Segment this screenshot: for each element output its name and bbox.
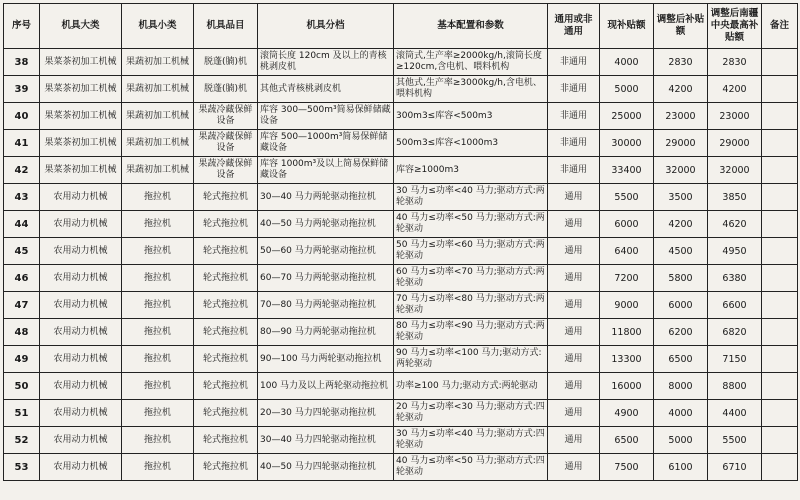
cell-serial: 45 (4, 238, 40, 265)
cell-south-xinjiang-subsidy: 7150 (708, 346, 762, 373)
cell-general: 通用 (548, 400, 600, 427)
cell-serial: 53 (4, 454, 40, 481)
cell-grade: 50—60 马力两轮驱动拖拉机 (258, 238, 394, 265)
table-row (4, 184, 798, 211)
cell-adjusted-subsidy: 29000 (654, 130, 708, 157)
cell-general: 通用 (548, 427, 600, 454)
cell-serial: 50 (4, 373, 40, 400)
cell-grade: 80—90 马力两轮驱动拖拉机 (258, 319, 394, 346)
cell-note (762, 76, 798, 103)
cell-item: 轮式拖拉机 (194, 373, 258, 400)
cell-item: 轮式拖拉机 (194, 400, 258, 427)
table-row (4, 103, 798, 130)
cell-grade: 40—50 马力两轮驱动拖拉机 (258, 211, 394, 238)
cell-grade: 70—80 马力两轮驱动拖拉机 (258, 292, 394, 319)
cell-south-xinjiang-subsidy: 6600 (708, 292, 762, 319)
table-row (4, 373, 798, 400)
cell-note (762, 319, 798, 346)
cell-general: 通用 (548, 238, 600, 265)
cell-note (762, 103, 798, 130)
cell-south-xinjiang-subsidy: 8800 (708, 373, 762, 400)
cell-config: 40 马力≤功率<50 马力;驱动方式:四轮驱动 (394, 454, 548, 481)
cell-item: 果蔬冷藏保鲜设备 (194, 103, 258, 130)
cell-adjusted-subsidy: 3500 (654, 184, 708, 211)
cell-major-category: 农用动力机械 (40, 373, 122, 400)
cell-grade: 90—100 马力两轮驱动拖拉机 (258, 346, 394, 373)
cell-south-xinjiang-subsidy: 3850 (708, 184, 762, 211)
cell-grade: 30—40 马力四轮驱动拖拉机 (258, 427, 394, 454)
cell-note (762, 400, 798, 427)
cell-config: 其他式,生产率≥3000kg/h,含电机、喂料机构 (394, 76, 548, 103)
cell-minor-category: 拖拉机 (122, 292, 194, 319)
cell-grade: 库容 300—500m³简易保鲜储藏设备 (258, 103, 394, 130)
cell-south-xinjiang-subsidy: 32000 (708, 157, 762, 184)
cell-serial: 42 (4, 157, 40, 184)
cell-minor-category: 拖拉机 (122, 211, 194, 238)
cell-general: 通用 (548, 184, 600, 211)
header-cell: 调整后补贴额 (654, 4, 708, 49)
cell-note (762, 157, 798, 184)
cell-major-category: 农用动力机械 (40, 319, 122, 346)
cell-minor-category: 果蔬初加工机械 (122, 157, 194, 184)
cell-current-subsidy: 5500 (600, 184, 654, 211)
cell-config: 滚筒式,生产率≥2000kg/h,滚筒长度≥120cm,含电机、喂料机构 (394, 49, 548, 76)
cell-minor-category: 拖拉机 (122, 454, 194, 481)
cell-grade: 滚筒长度 120cm 及以上的青核桃剥皮机 (258, 49, 394, 76)
cell-south-xinjiang-subsidy: 4400 (708, 400, 762, 427)
cell-minor-category: 拖拉机 (122, 400, 194, 427)
cell-serial: 43 (4, 184, 40, 211)
cell-south-xinjiang-subsidy: 23000 (708, 103, 762, 130)
cell-south-xinjiang-subsidy: 4950 (708, 238, 762, 265)
cell-serial: 46 (4, 265, 40, 292)
cell-serial: 41 (4, 130, 40, 157)
table-header-row (4, 4, 798, 49)
cell-serial: 49 (4, 346, 40, 373)
cell-grade: 库容 500—1000m³简易保鲜储藏设备 (258, 130, 394, 157)
cell-minor-category: 果蔬初加工机械 (122, 76, 194, 103)
cell-adjusted-subsidy: 8000 (654, 373, 708, 400)
cell-major-category: 农用动力机械 (40, 292, 122, 319)
cell-major-category: 果菜茶初加工机械 (40, 103, 122, 130)
header-cell: 调整后南疆中央最高补贴额 (708, 4, 762, 49)
cell-minor-category: 拖拉机 (122, 319, 194, 346)
cell-adjusted-subsidy: 6500 (654, 346, 708, 373)
cell-note (762, 49, 798, 76)
cell-major-category: 农用动力机械 (40, 454, 122, 481)
table-row (4, 265, 798, 292)
header-cell: 基本配置和参数 (394, 4, 548, 49)
cell-current-subsidy: 11800 (600, 319, 654, 346)
cell-note (762, 292, 798, 319)
cell-major-category: 农用动力机械 (40, 346, 122, 373)
cell-minor-category: 拖拉机 (122, 346, 194, 373)
cell-current-subsidy: 6500 (600, 427, 654, 454)
header-cell: 机具小类 (122, 4, 194, 49)
cell-serial: 44 (4, 211, 40, 238)
cell-item: 轮式拖拉机 (194, 265, 258, 292)
cell-south-xinjiang-subsidy: 4620 (708, 211, 762, 238)
cell-note (762, 184, 798, 211)
cell-south-xinjiang-subsidy: 6820 (708, 319, 762, 346)
cell-current-subsidy: 30000 (600, 130, 654, 157)
cell-current-subsidy: 4000 (600, 49, 654, 76)
cell-config: 30 马力≤功率<40 马力;驱动方式:四轮驱动 (394, 427, 548, 454)
cell-grade: 其他式青核桃剥皮机 (258, 76, 394, 103)
cell-adjusted-subsidy: 4000 (654, 400, 708, 427)
header-cell: 现补贴额 (600, 4, 654, 49)
cell-note (762, 454, 798, 481)
cell-adjusted-subsidy: 6000 (654, 292, 708, 319)
cell-serial: 38 (4, 49, 40, 76)
table-body (4, 49, 798, 481)
cell-item: 果蔬冷藏保鲜设备 (194, 157, 258, 184)
cell-minor-category: 拖拉机 (122, 373, 194, 400)
cell-config: 60 马力≤功率<70 马力;驱动方式:两轮驱动 (394, 265, 548, 292)
cell-general: 非通用 (548, 76, 600, 103)
table-row (4, 157, 798, 184)
cell-item: 轮式拖拉机 (194, 427, 258, 454)
cell-adjusted-subsidy: 6100 (654, 454, 708, 481)
cell-adjusted-subsidy: 5800 (654, 265, 708, 292)
cell-general: 通用 (548, 319, 600, 346)
cell-major-category: 农用动力机械 (40, 400, 122, 427)
table-row (4, 292, 798, 319)
cell-item: 脱蓬(腩)机 (194, 76, 258, 103)
cell-current-subsidy: 7500 (600, 454, 654, 481)
header-cell: 机具品目 (194, 4, 258, 49)
cell-serial: 40 (4, 103, 40, 130)
cell-note (762, 238, 798, 265)
cell-south-xinjiang-subsidy: 2830 (708, 49, 762, 76)
cell-adjusted-subsidy: 5000 (654, 427, 708, 454)
cell-south-xinjiang-subsidy: 5500 (708, 427, 762, 454)
table-row (4, 400, 798, 427)
cell-current-subsidy: 9000 (600, 292, 654, 319)
cell-major-category: 农用动力机械 (40, 265, 122, 292)
cell-config: 20 马力≤功率<30 马力;驱动方式:四轮驱动 (394, 400, 548, 427)
cell-adjusted-subsidy: 6200 (654, 319, 708, 346)
cell-current-subsidy: 13300 (600, 346, 654, 373)
cell-current-subsidy: 7200 (600, 265, 654, 292)
cell-adjusted-subsidy: 4500 (654, 238, 708, 265)
cell-config: 80 马力≤功率<90 马力;驱动方式:两轮驱动 (394, 319, 548, 346)
cell-adjusted-subsidy: 2830 (654, 49, 708, 76)
cell-major-category: 果菜茶初加工机械 (40, 130, 122, 157)
cell-general: 通用 (548, 346, 600, 373)
cell-minor-category: 拖拉机 (122, 427, 194, 454)
cell-minor-category: 果蔬初加工机械 (122, 130, 194, 157)
cell-general: 非通用 (548, 157, 600, 184)
cell-serial: 48 (4, 319, 40, 346)
cell-item: 轮式拖拉机 (194, 292, 258, 319)
cell-note (762, 346, 798, 373)
cell-grade: 100 马力及以上两轮驱动拖拉机 (258, 373, 394, 400)
cell-general: 非通用 (548, 49, 600, 76)
cell-adjusted-subsidy: 23000 (654, 103, 708, 130)
cell-current-subsidy: 6000 (600, 211, 654, 238)
cell-config: 300m3≤库容<500m3 (394, 103, 548, 130)
header-cell: 机具大类 (40, 4, 122, 49)
table-row (4, 49, 798, 76)
cell-general: 通用 (548, 454, 600, 481)
cell-note (762, 265, 798, 292)
table-row (4, 130, 798, 157)
cell-item: 轮式拖拉机 (194, 454, 258, 481)
cell-grade: 40—50 马力四轮驱动拖拉机 (258, 454, 394, 481)
cell-general: 通用 (548, 292, 600, 319)
cell-item: 轮式拖拉机 (194, 346, 258, 373)
cell-south-xinjiang-subsidy: 6380 (708, 265, 762, 292)
cell-note (762, 427, 798, 454)
table-row (4, 319, 798, 346)
table-row (4, 454, 798, 481)
subsidy-table-page (3, 3, 797, 497)
cell-serial: 52 (4, 427, 40, 454)
cell-minor-category: 果蔬初加工机械 (122, 49, 194, 76)
cell-config: 30 马力≤功率<40 马力;驱动方式:两轮驱动 (394, 184, 548, 211)
cell-current-subsidy: 16000 (600, 373, 654, 400)
cell-item: 脱蓬(腩)机 (194, 49, 258, 76)
cell-grade: 60—70 马力两轮驱动拖拉机 (258, 265, 394, 292)
cell-major-category: 农用动力机械 (40, 238, 122, 265)
cell-config: 功率≥100 马力;驱动方式:两轮驱动 (394, 373, 548, 400)
cell-grade: 20—30 马力四轮驱动拖拉机 (258, 400, 394, 427)
cell-general: 通用 (548, 373, 600, 400)
cell-note (762, 211, 798, 238)
cell-minor-category: 拖拉机 (122, 238, 194, 265)
cell-south-xinjiang-subsidy: 4200 (708, 76, 762, 103)
cell-config: 500m3≤库容<1000m3 (394, 130, 548, 157)
cell-current-subsidy: 6400 (600, 238, 654, 265)
cell-general: 非通用 (548, 103, 600, 130)
cell-config: 40 马力≤功率<50 马力;驱动方式:两轮驱动 (394, 211, 548, 238)
cell-current-subsidy: 4900 (600, 400, 654, 427)
cell-current-subsidy: 5000 (600, 76, 654, 103)
table-row (4, 76, 798, 103)
cell-config: 70 马力≤功率<80 马力;驱动方式:两轮驱动 (394, 292, 548, 319)
cell-serial: 47 (4, 292, 40, 319)
cell-config: 库容≥1000m3 (394, 157, 548, 184)
cell-major-category: 果菜茶初加工机械 (40, 76, 122, 103)
cell-config: 90 马力≤功率<100 马力;驱动方式:两轮驱动 (394, 346, 548, 373)
cell-general: 通用 (548, 265, 600, 292)
table-row (4, 427, 798, 454)
cell-item: 轮式拖拉机 (194, 211, 258, 238)
cell-major-category: 农用动力机械 (40, 427, 122, 454)
header-cell: 备注 (762, 4, 798, 49)
cell-grade: 30—40 马力两轮驱动拖拉机 (258, 184, 394, 211)
cell-config: 50 马力≤功率<60 马力;驱动方式:两轮驱动 (394, 238, 548, 265)
cell-adjusted-subsidy: 32000 (654, 157, 708, 184)
cell-note (762, 373, 798, 400)
cell-major-category: 农用动力机械 (40, 184, 122, 211)
cell-major-category: 果菜茶初加工机械 (40, 157, 122, 184)
cell-serial: 39 (4, 76, 40, 103)
cell-general: 非通用 (548, 130, 600, 157)
cell-serial: 51 (4, 400, 40, 427)
header-cell: 通用或非通用 (548, 4, 600, 49)
cell-south-xinjiang-subsidy: 6710 (708, 454, 762, 481)
header-cell: 机具分档 (258, 4, 394, 49)
subsidy-table (3, 3, 798, 481)
cell-item: 轮式拖拉机 (194, 319, 258, 346)
cell-minor-category: 拖拉机 (122, 184, 194, 211)
cell-south-xinjiang-subsidy: 29000 (708, 130, 762, 157)
cell-minor-category: 果蔬初加工机械 (122, 103, 194, 130)
cell-major-category: 果菜茶初加工机械 (40, 49, 122, 76)
table-row (4, 211, 798, 238)
table-row (4, 346, 798, 373)
cell-adjusted-subsidy: 4200 (654, 211, 708, 238)
cell-minor-category: 拖拉机 (122, 265, 194, 292)
cell-item: 轮式拖拉机 (194, 238, 258, 265)
cell-note (762, 130, 798, 157)
header-cell: 序号 (4, 4, 40, 49)
table-row (4, 238, 798, 265)
cell-item: 果蔬冷藏保鲜设备 (194, 130, 258, 157)
cell-current-subsidy: 33400 (600, 157, 654, 184)
cell-current-subsidy: 25000 (600, 103, 654, 130)
cell-grade: 库容 1000m³及以上简易保鲜储藏设备 (258, 157, 394, 184)
cell-adjusted-subsidy: 4200 (654, 76, 708, 103)
cell-general: 通用 (548, 211, 600, 238)
cell-major-category: 农用动力机械 (40, 211, 122, 238)
cell-item: 轮式拖拉机 (194, 184, 258, 211)
